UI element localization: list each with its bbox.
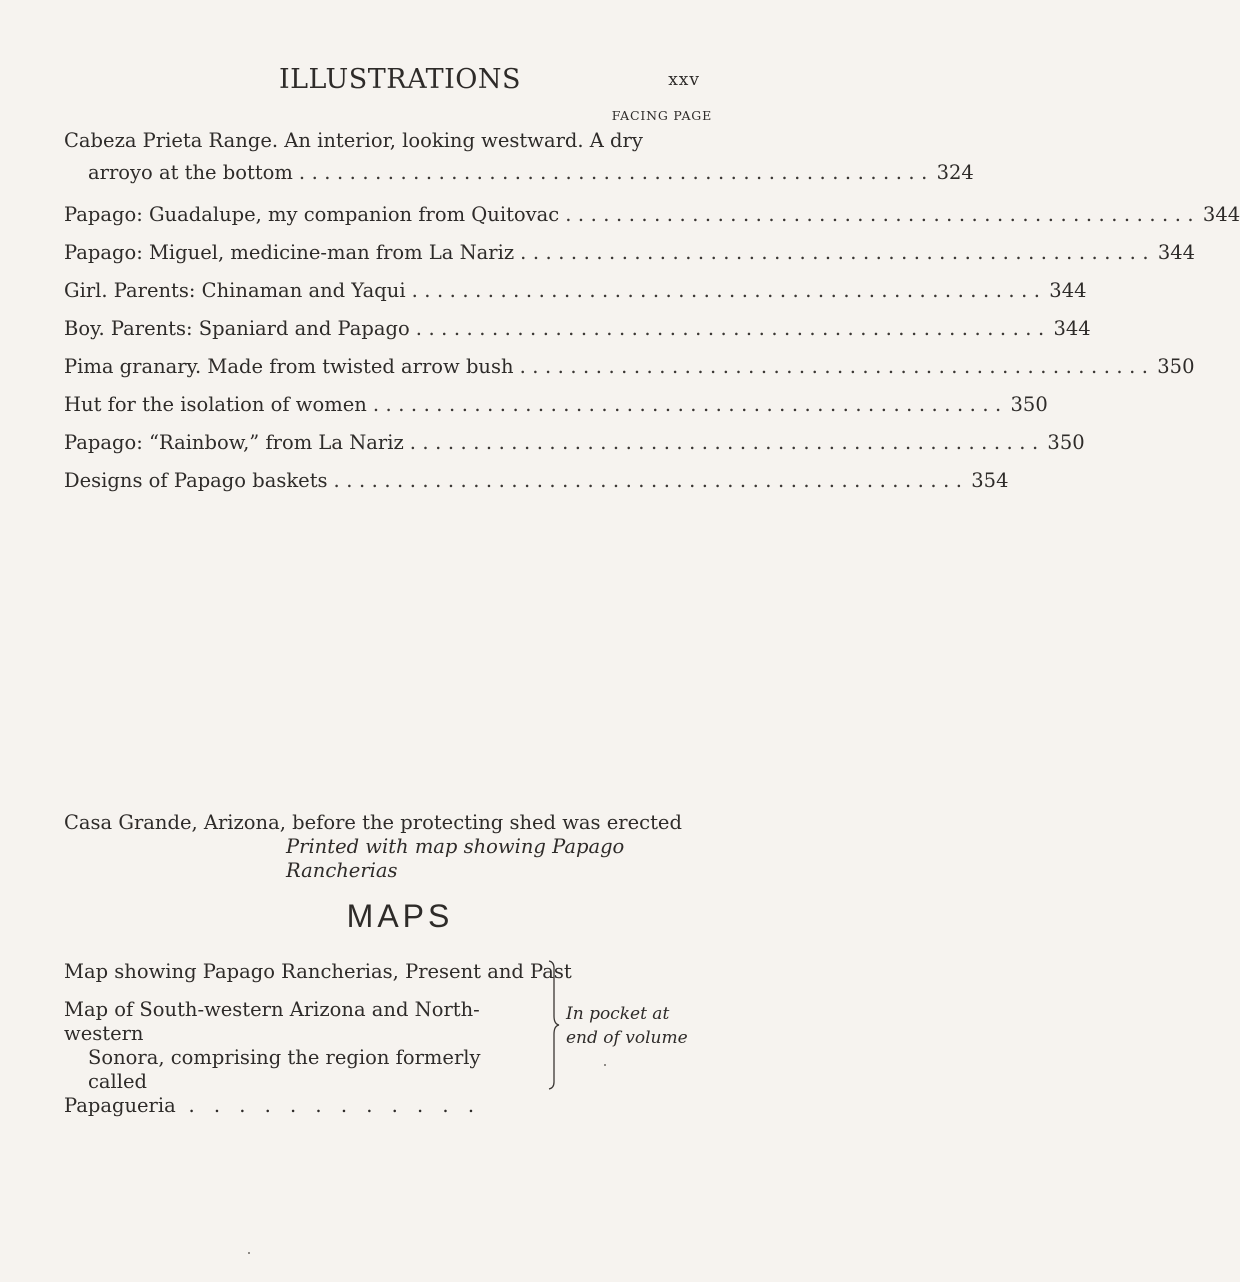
list-item [64, 427, 1085, 465]
entry-page: 344 [1053, 317, 1091, 340]
entry-text: Papago: “Rainbow,” from La Nariz [64, 431, 404, 454]
entry-page: 344 [1157, 241, 1196, 264]
dot-leader: .................................................. [298, 161, 934, 184]
entry-page: 350 [1010, 393, 1048, 416]
frontispiece-note: Printed with map showing Papago Rancherias [286, 835, 625, 882]
frontispiece-entry [64, 811, 724, 883]
map-entry-south-western-arizona [64, 998, 544, 1118]
dot-leader: . . . . . . . . . . . . [175, 1094, 481, 1117]
entry-page: 350 [1157, 355, 1195, 378]
illustrations-list [64, 125, 1240, 503]
paper-speck [604, 1064, 606, 1066]
dot-leader: .................................................. [519, 355, 1155, 378]
list-item [64, 389, 1048, 427]
list-item [64, 465, 1009, 503]
entry-text: Designs of Papago baskets [64, 469, 328, 492]
dot-leader: .................................................. [415, 317, 1051, 340]
entry-page: 344 [1049, 279, 1087, 302]
entry-text: Papago: Miguel, medicine-man from La Nariz [64, 241, 515, 264]
list-item [64, 313, 1091, 351]
entry-text: Hut for the isolation of women [64, 393, 367, 416]
entry-text: Boy. Parents: Spaniard and Papago [64, 317, 410, 340]
list-item [64, 125, 974, 189]
map-location-line: end of volume [566, 1028, 688, 1048]
entry-text-continued: arroyo at the bottom [88, 161, 293, 184]
map-entry-line: Papagueria [64, 1094, 176, 1117]
facing-page-label: FACING PAGE [611, 108, 712, 123]
frontispiece-caption: Casa Grande, Arizona, before the protecting shed was erected [64, 811, 682, 834]
entry-text: Cabeza Prieta Range. An interior, looking westward. A dry [64, 129, 643, 152]
entry-page: 350 [1047, 431, 1085, 454]
dot-leader: .................................................. [333, 469, 969, 492]
running-head [0, 64, 800, 104]
entry-text: Papago: Guadalupe, my companion from Quitovac [64, 203, 560, 226]
paper-speck [248, 1252, 250, 1254]
dot-leader: .................................................. [411, 279, 1047, 302]
entry-page: 354 [971, 469, 1009, 492]
map-entry-rancherias: Map showing Papago Rancherias, Present and Past [64, 960, 572, 983]
list-item [64, 351, 1195, 389]
map-entry-line: Map of South-western Arizona and North-western [64, 998, 480, 1045]
entry-text: Girl. Parents: Chinaman and Yaqui [64, 279, 406, 302]
dot-leader: .................................................. [565, 203, 1201, 226]
map-entry-line: Sonora, comprising the region formerly called [88, 1046, 481, 1093]
entry-page: 344 [1202, 203, 1240, 226]
maps-heading: MAPS [346, 898, 454, 934]
dot-leader: .................................................. [520, 241, 1156, 264]
right-brace-icon [548, 960, 562, 1090]
list-item [64, 275, 1087, 313]
dot-leader: .................................................. [372, 393, 1008, 416]
map-location-line: In pocket at [566, 1004, 670, 1024]
dot-leader: .................................................. [409, 431, 1045, 454]
entry-text: Pima granary. Made from twisted arrow bush [64, 355, 514, 378]
list-item [64, 237, 1196, 275]
page-numeral: xxv [668, 70, 700, 90]
page-title: ILLUSTRATIONS [278, 64, 522, 95]
map-location-note [566, 1002, 688, 1050]
entry-page: 324 [936, 161, 974, 184]
list-item [64, 199, 1240, 237]
